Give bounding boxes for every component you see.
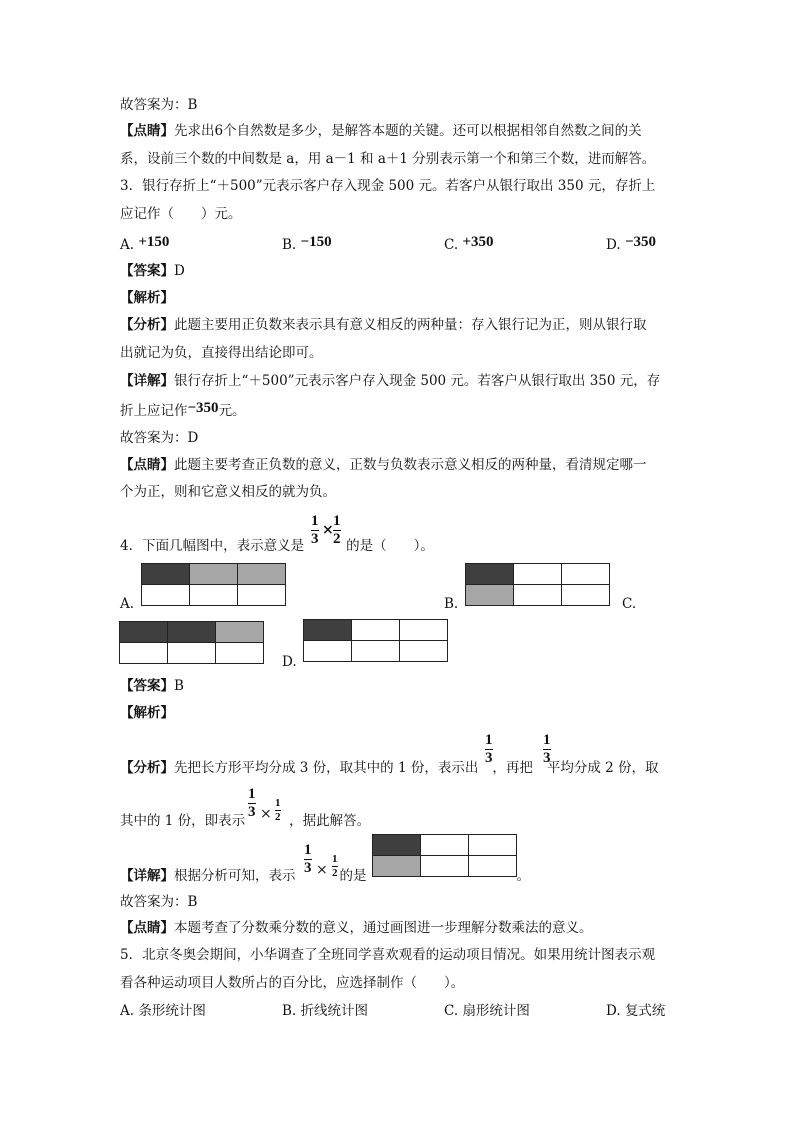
fenxi-text: ，再把 bbox=[492, 760, 533, 776]
option-letter: A. bbox=[120, 1003, 135, 1019]
option-letter: B. bbox=[282, 237, 297, 253]
q4-option-b[interactable]: B. bbox=[444, 596, 459, 612]
q3-dianjing bbox=[120, 456, 647, 474]
q3-stem-2: 应记作（ ）元。 bbox=[120, 206, 242, 222]
tip-line-2: 系，设前三个数的中间数是 a，用 a－1 和 a＋1 分别表示第一个和第三个数，进而解答。 bbox=[120, 151, 656, 167]
q3-xiangjie bbox=[120, 372, 660, 390]
q4-option-c[interactable]: C. bbox=[622, 596, 637, 612]
fraction-one-half: 1 2 bbox=[275, 797, 281, 823]
q4-fenxi-2 bbox=[120, 812, 370, 830]
q4-stem-post: 的是（ ）。 bbox=[346, 538, 434, 554]
option-text: 折线统计图 bbox=[300, 1003, 369, 1019]
q4-grid-c bbox=[119, 621, 264, 664]
xiangjie-text: 的是 bbox=[339, 868, 367, 884]
fraction-one-half: 1 2 bbox=[333, 513, 341, 547]
q3-fenxi-2: 出就记为负，直接得出结论即可。 bbox=[120, 345, 323, 361]
text: 元。 bbox=[218, 403, 246, 419]
q4-dianjing bbox=[120, 919, 593, 937]
q4-fenxi bbox=[120, 759, 659, 777]
answer-tag: 【答案】 bbox=[120, 263, 174, 279]
xiangjie-text: 。 bbox=[516, 868, 530, 884]
q4-option-a[interactable]: A. bbox=[120, 596, 135, 612]
fraction-one-third: 1 3 bbox=[543, 732, 551, 766]
xiangjie-text: 根据分析可知，表示 bbox=[174, 868, 296, 884]
q5-option-a[interactable] bbox=[120, 1002, 206, 1020]
q4-grid-b bbox=[465, 563, 610, 606]
fraction-one-third: 1 3 bbox=[485, 732, 493, 766]
xiangjie-tag: 【详解】 bbox=[120, 373, 174, 389]
q4-answer-grid bbox=[372, 834, 517, 877]
fenxi-text: 此题主要用正负数来表示具有意义相反的两种量：存入银行记为正，则从银行取 bbox=[174, 317, 647, 333]
option-letter: A. bbox=[120, 237, 135, 253]
fenxi-tag: 【分析】 bbox=[120, 760, 174, 776]
value-minus-350: −350 bbox=[187, 400, 219, 416]
option-text: 扇形统计图 bbox=[462, 1003, 530, 1019]
answer-tag: 【答案】 bbox=[120, 678, 174, 694]
q3-dianjing-2: 个为正，则和它意义相反的就为负。 bbox=[120, 484, 336, 500]
fenxi-text: ，据此解答。 bbox=[289, 813, 371, 829]
q3-stem: 3．银行存折上“＋500”元表示客户存入现金 500 元。若客户从银行取出 350 元，存折上 bbox=[120, 178, 656, 194]
option-value: −150 bbox=[300, 234, 332, 250]
q3-option-d[interactable] bbox=[606, 236, 656, 254]
q4-grid-a bbox=[141, 563, 286, 606]
fenxi-text: 平均分成 2 份，取 bbox=[546, 760, 659, 776]
q4-stem-pre: 4．下面几幅图中，表示意义是 bbox=[120, 538, 305, 554]
q3-conclusion: 故答案为：D bbox=[120, 430, 199, 446]
option-letter: D. bbox=[606, 1003, 621, 1019]
fenxi-text: 其中的 1 份，即表示 bbox=[120, 813, 246, 829]
q3-option-b[interactable] bbox=[282, 236, 332, 254]
q5-option-d[interactable] bbox=[606, 1002, 665, 1020]
option-value: +150 bbox=[138, 234, 170, 250]
answer-line: 故答案为：B bbox=[120, 97, 198, 113]
tip-tag: 【点睛】 bbox=[120, 123, 174, 139]
option-text: 复式统 bbox=[624, 1003, 666, 1019]
answer-value: D bbox=[174, 263, 185, 279]
q5-stem: 5．北京冬奥会期间，小华调查了全班同学喜欢观看的运动项目情况。如果用统计图表示观 bbox=[120, 947, 656, 963]
option-letter: B. bbox=[282, 1003, 297, 1019]
times-sign: × bbox=[260, 806, 272, 822]
q3-answer bbox=[120, 262, 185, 280]
q4-stem bbox=[120, 537, 434, 555]
q4-conclusion: 故答案为：B bbox=[120, 894, 198, 910]
times-sign: × bbox=[322, 522, 334, 538]
dianjing-text: 本题考查了分数乘分数的意义，通过画图进一步理解分数乘法的意义。 bbox=[174, 920, 593, 936]
q5-option-b[interactable] bbox=[282, 1002, 368, 1020]
q3-xiangjie-2 bbox=[120, 402, 246, 420]
fenxi-text: 先把长方形平均分成 3 份，取其中的 1 份，表示出 bbox=[174, 760, 479, 776]
q4-answer bbox=[120, 677, 184, 695]
fenxi-tag: 【分析】 bbox=[120, 317, 174, 333]
dianjing-tag: 【点睛】 bbox=[120, 457, 174, 473]
tip-text: 先求出6个自然数是多少，是解答本题的关键。还可以根据相邻自然数之间的关 bbox=[174, 123, 642, 139]
option-value: −350 bbox=[624, 234, 656, 250]
text: 折上应记作 bbox=[120, 403, 188, 419]
fraction-one-third: 1 3 bbox=[304, 842, 312, 876]
q3-analysis-heading: 【解析】 bbox=[120, 290, 174, 306]
option-letter: D. bbox=[606, 237, 621, 253]
option-letter: C. bbox=[444, 237, 459, 253]
dianjing-tag: 【点睛】 bbox=[120, 920, 174, 936]
answer-value: B bbox=[174, 678, 184, 694]
q4-grid-d bbox=[303, 619, 448, 662]
fraction-one-third: 1 3 bbox=[311, 513, 319, 547]
q4-analysis-heading: 【解析】 bbox=[120, 705, 174, 721]
q4-option-d[interactable]: D. bbox=[282, 654, 297, 670]
q5-stem-2: 看各种运动项目人数所占的百分比，应选择制作（ ）。 bbox=[120, 975, 465, 991]
q3-option-c[interactable] bbox=[444, 236, 494, 254]
times-sign: × bbox=[316, 862, 328, 878]
fraction-one-third: 1 3 bbox=[248, 786, 256, 820]
xiangjie-tag: 【详解】 bbox=[120, 868, 174, 884]
xiangjie-text: 银行存折上“＋500”元表示客户存入现金 500 元。若客户从银行取出 350 元，存 bbox=[174, 373, 661, 389]
dianjing-text: 此题主要考查正负数的意义，正数与负数表示意义相反的两种量，看清规定哪一 bbox=[174, 457, 647, 473]
option-value: +350 bbox=[462, 234, 494, 250]
q3-option-a[interactable] bbox=[120, 236, 169, 254]
q5-option-c[interactable] bbox=[444, 1002, 530, 1020]
fraction-one-half: 1 2 bbox=[332, 853, 338, 879]
tip-line bbox=[120, 122, 642, 140]
q3-fenxi bbox=[120, 316, 647, 334]
option-letter: C. bbox=[444, 1003, 459, 1019]
option-text: 条形统计图 bbox=[138, 1003, 206, 1019]
